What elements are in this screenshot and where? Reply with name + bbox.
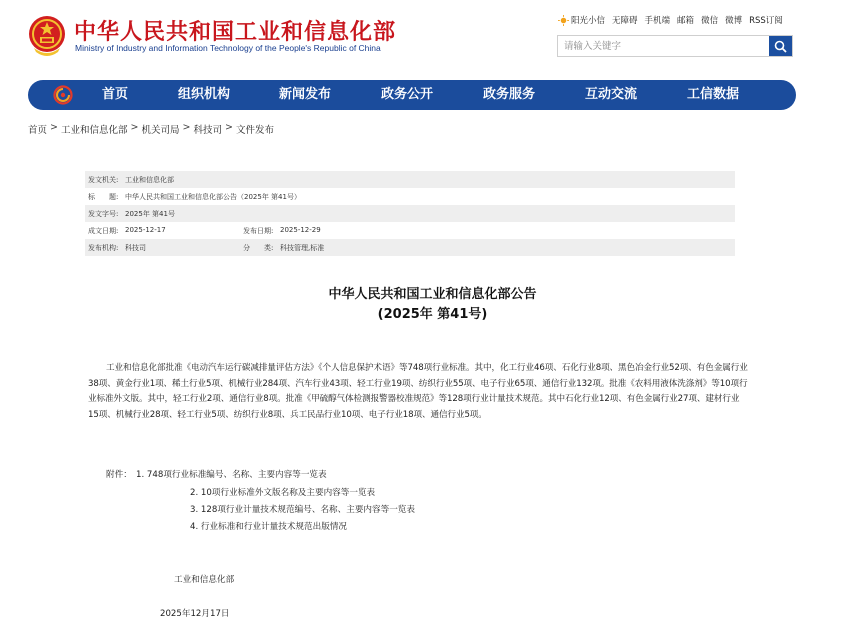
attachment-link-4[interactable]: 4. 行业标准和行业计量技术规范出版情况 xyxy=(190,522,348,532)
attachment-link-1[interactable]: 1. 748项行业标准编号、名称、主要内容等一览表 xyxy=(136,470,327,480)
info-row-title xyxy=(85,188,735,205)
site-header xyxy=(0,0,865,78)
signature-date: 2025年12月17日 xyxy=(160,609,230,619)
info-row-issuer xyxy=(85,171,735,188)
info-org: 科技司 xyxy=(125,243,146,252)
article-body: 工业和信息化部批准《电动汽车运行碳减排量评估方法》《个人信息保护术语》等748项行业标准。其中，化工行业46项、石化行业8项、黑色冶金行业52项、有色金属行业38项、黄金行业1项、稀土行业5项、机械行业284项、汽车行业43项、轻工行业19项、纺织行业55项、电子行业65项、通信行业132项。批准《农料用液体洗涤剂》等10项行业标准外文版。其中，轻工行业2项、通信行业8项。批准《甲硫醇气体检测报警器校准规范》等128项行业计量技术规范。其中石化行业12项、有色金属行业27项、建材行业15项、机械行业28项、轻工行业5项、纺织行业8项、兵工民品行业10项、电子行业18项、通信行业5项。 xyxy=(88,363,748,420)
nav-news[interactable]: 新闻发布 xyxy=(279,87,332,102)
toplink-mail[interactable]: 邮箱 xyxy=(677,16,695,26)
info-title: 中华人民共和国工业和信息化部公告（2025年 第41号） xyxy=(125,192,301,201)
sunshine-icon xyxy=(558,15,569,26)
info-label: 发布日期: xyxy=(243,226,274,235)
toplink-weibo[interactable]: 微博 xyxy=(725,16,743,26)
info-label: 成文日期: xyxy=(88,226,119,235)
search-icon xyxy=(774,40,787,53)
signature: 工业和信息化部 xyxy=(174,575,235,585)
breadcrumb-separator: > xyxy=(224,122,233,133)
search-button[interactable] xyxy=(769,36,792,56)
breadcrumb xyxy=(28,122,274,136)
search-input[interactable] xyxy=(558,36,770,56)
info-issuer: 工业和信息化部 xyxy=(125,175,174,184)
nav-organization[interactable]: 组织机构 xyxy=(178,87,231,102)
info-label: 标 题: xyxy=(88,192,119,201)
nav-services[interactable]: 政务服务 xyxy=(483,87,536,102)
toplink-accessibility[interactable]: 无障碍 xyxy=(612,16,638,26)
search-box xyxy=(557,35,793,57)
info-label: 发文字号: xyxy=(88,209,119,218)
info-docno: 2025年 第41号 xyxy=(125,209,175,218)
breadcrumb-ministry[interactable]: 工业和信息化部 xyxy=(60,125,128,136)
nav-interaction[interactable]: 互动交流 xyxy=(585,87,638,102)
national-emblem-icon xyxy=(28,14,66,58)
breadcrumb-separator: > xyxy=(130,122,139,133)
site-title: 中华人民共和国工业和信息化部 xyxy=(74,20,397,45)
info-label: 发布机构: xyxy=(88,243,119,252)
main-nav xyxy=(28,80,796,110)
article-number: (2025年 第41号) xyxy=(377,307,488,322)
info-row-org xyxy=(85,239,735,256)
breadcrumb-science-tech[interactable]: 科技司 xyxy=(193,125,222,136)
info-published-date: 2025-12-29 xyxy=(280,225,321,234)
toplink-rss[interactable]: RSS订阅 xyxy=(749,16,783,26)
breadcrumb-home[interactable]: 首页 xyxy=(28,125,48,136)
miit-logo-icon xyxy=(53,85,73,105)
breadcrumb-departments[interactable]: 机关司局 xyxy=(141,125,180,136)
breadcrumb-separator: > xyxy=(50,122,58,133)
attachments-label: 附件： xyxy=(106,470,132,480)
nav-home[interactable]: 首页 xyxy=(102,87,129,102)
info-row-docno xyxy=(85,205,735,222)
document-info-table xyxy=(85,171,735,256)
attachment-link-3[interactable]: 3. 128项行业计量技术规范编号、名称、主要内容等一览表 xyxy=(190,505,415,515)
top-links xyxy=(558,13,783,27)
info-label: 分 类: xyxy=(243,243,274,252)
toplink-mobile[interactable]: 手机端 xyxy=(644,16,671,26)
toplink-sunshine[interactable] xyxy=(558,14,605,26)
article-title: 中华人民共和国工业和信息化部公告 xyxy=(328,287,537,302)
site-subtitle: Ministry of Industry and Information Technology of the People's Republic of China xyxy=(75,43,381,53)
breadcrumb-documents[interactable]: 文件发布 xyxy=(235,125,274,136)
toplink-label: 阳光小信 xyxy=(571,16,606,26)
info-label: 发文机关: xyxy=(88,175,119,184)
toplink-wechat[interactable]: 微信 xyxy=(701,16,719,26)
breadcrumb-separator: > xyxy=(182,122,191,133)
attachment-link-2[interactable]: 2. 10项行业标准外文版名称及主要内容等一览表 xyxy=(190,488,376,498)
info-row-dates xyxy=(85,222,735,239)
info-created-date: 2025-12-17 xyxy=(125,225,166,234)
info-category: 科技管理,标准 xyxy=(280,243,325,252)
nav-data[interactable]: 工信数据 xyxy=(687,87,740,102)
nav-government-affairs[interactable]: 政务公开 xyxy=(381,87,434,102)
